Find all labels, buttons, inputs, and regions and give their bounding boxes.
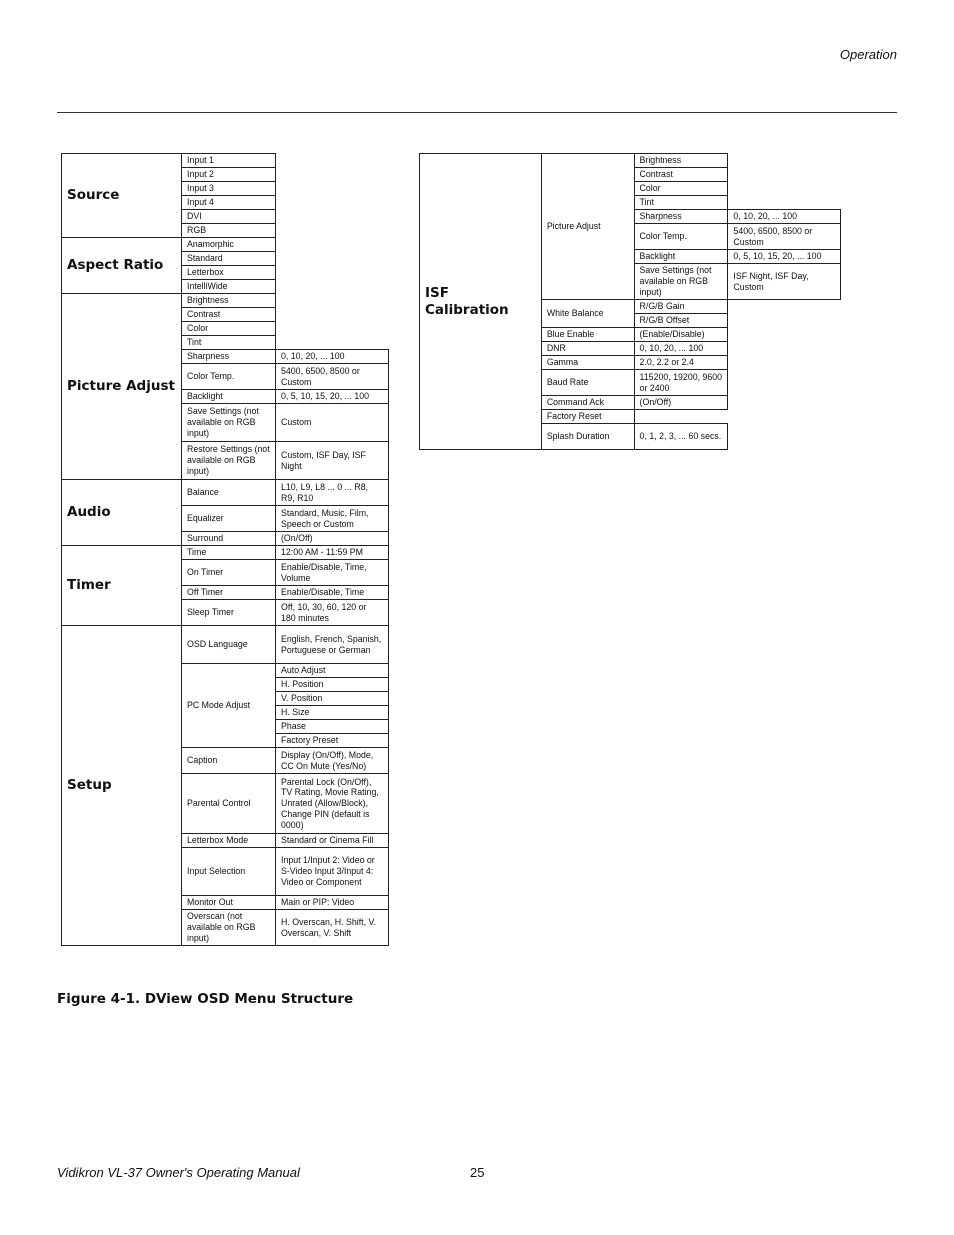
menu-value: ISF Night, ISF Day, Custom	[728, 264, 841, 300]
menu-value: H. Position	[276, 678, 389, 692]
menu-value: 5400, 6500, 8500 or Custom	[276, 364, 389, 390]
category-picture-adjust: Picture Adjust	[62, 294, 182, 480]
menu-item: Color	[634, 182, 728, 196]
category-timer: Timer	[62, 546, 182, 626]
menu-item: Monitor Out	[182, 896, 276, 910]
menu-item: Sleep Timer	[182, 600, 276, 626]
menu-item: Standard	[182, 252, 276, 266]
menu-item: Caption	[182, 748, 276, 774]
menu-item: DNR	[541, 342, 634, 356]
menu-value: Custom	[276, 404, 389, 442]
menu-item: Parental Control	[182, 774, 276, 834]
menu-value: Main or PIP: Video	[276, 896, 389, 910]
menu-item: Color	[182, 322, 276, 336]
menu-value: 0, 5, 10, 15, 20, ... 100	[276, 390, 389, 404]
figure-caption: Figure 4-1. DView OSD Menu Structure	[57, 991, 354, 1007]
menu-item: Input 3	[182, 182, 276, 196]
menu-item: Brightness	[182, 294, 276, 308]
menu-value: 0, 5, 10, 15, 20, ... 100	[728, 250, 841, 264]
osd-menu-table-isf	[419, 153, 841, 450]
category-audio: Audio	[62, 480, 182, 546]
menu-item: Tint	[182, 336, 276, 350]
menu-value: 12:00 AM - 11:59 PM	[276, 546, 389, 560]
menu-value: Standard or Cinema Fill	[276, 834, 389, 848]
page-number: 25	[470, 1165, 485, 1180]
menu-item: OSD Language	[182, 626, 276, 664]
menu-value: (On/Off)	[276, 532, 389, 546]
menu-item: Overscan (not available on RGB input)	[182, 910, 276, 946]
section-title: Operation	[839, 47, 897, 62]
menu-value: 0, 1, 2, 3, ... 60 secs.	[634, 424, 728, 450]
menu-item: Backlight	[182, 390, 276, 404]
menu-value: 115200, 19200, 9600 or 2400	[634, 370, 728, 396]
menu-item: Tint	[634, 196, 728, 210]
menu-value: (On/Off)	[634, 396, 728, 410]
menu-value: Input 1/Input 2: Video or S-Video Input 3/Input 4: Video or Component	[276, 848, 389, 896]
footer-manual-title: Vidikron VL-37 Owner's Operating Manual	[57, 1165, 300, 1180]
menu-value: (Enable/Disable)	[634, 328, 728, 342]
menu-item: Color Temp.	[182, 364, 276, 390]
menu-item: Off Timer	[182, 586, 276, 600]
menu-value: Factory Preset	[276, 734, 389, 748]
menu-item: Blue Enable	[541, 328, 634, 342]
category-isf-calibration: ISF Calibration	[420, 154, 542, 450]
menu-value: L10, L9, L8 ... 0 ... R8, R9, R10	[276, 480, 389, 506]
menu-value: 5400, 6500, 8500 or Custom	[728, 224, 841, 250]
menu-value: Phase	[276, 720, 389, 734]
menu-item: Input 4	[182, 196, 276, 210]
menu-value: Enable/Disable, Time, Volume	[276, 560, 389, 586]
menu-value: R/G/B Gain	[634, 300, 728, 314]
menu-item: Color Temp.	[634, 224, 728, 250]
menu-item: Gamma	[541, 356, 634, 370]
menu-item: On Timer	[182, 560, 276, 586]
menu-value: 0, 10, 20, ... 100	[276, 350, 389, 364]
menu-value: V. Position	[276, 692, 389, 706]
menu-item: Letterbox Mode	[182, 834, 276, 848]
menu-item: Surround	[182, 532, 276, 546]
menu-value: 0, 10, 20, ... 100	[728, 210, 841, 224]
menu-item: Command Ack	[541, 396, 634, 410]
menu-item: Balance	[182, 480, 276, 506]
menu-item: Letterbox	[182, 266, 276, 280]
menu-item: RGB	[182, 224, 276, 238]
menu-item: Save Settings (not available on RGB input)	[634, 264, 728, 300]
menu-value: Auto Adjust	[276, 664, 389, 678]
menu-item: Input Selection	[182, 848, 276, 896]
menu-value: Enable/Disable, Time	[276, 586, 389, 600]
menu-item: Picture Adjust	[541, 154, 634, 300]
menu-value: English, French, Spanish, Portuguese or German	[276, 626, 389, 664]
menu-item: Factory Reset	[541, 410, 634, 424]
category-aspect-ratio: Aspect Ratio	[62, 238, 182, 294]
menu-item: PC Mode Adjust	[182, 664, 276, 748]
menu-item: Anamorphic	[182, 238, 276, 252]
menu-value: R/G/B Offset	[634, 314, 728, 328]
menu-value: H. Overscan, H. Shift, V. Overscan, V. Shift	[276, 910, 389, 946]
menu-item: Brightness	[634, 154, 728, 168]
category-setup: Setup	[62, 626, 182, 946]
menu-item: Contrast	[634, 168, 728, 182]
menu-value: 2.0, 2.2 or 2.4	[634, 356, 728, 370]
menu-value: Standard, Music, Film, Speech or Custom	[276, 506, 389, 532]
menu-value: 0, 10, 20, ... 100	[634, 342, 728, 356]
osd-menu-table-main	[61, 153, 389, 946]
header-rule	[57, 112, 897, 113]
menu-value: Display (On/Off), Mode, CC On Mute (Yes/No)	[276, 748, 389, 774]
menu-item: Restore Settings (not available on RGB input)	[182, 442, 276, 480]
menu-value: Parental Lock (On/Off), TV Rating, Movie Rating, Unrated (Allow/Block), Change PIN (default is 0000)	[276, 774, 389, 834]
menu-item: White Balance	[541, 300, 634, 328]
menu-item: DVI	[182, 210, 276, 224]
menu-item: Baud Rate	[541, 370, 634, 396]
menu-item: Input 1	[182, 154, 276, 168]
menu-item: IntelliWide	[182, 280, 276, 294]
menu-item: Sharpness	[182, 350, 276, 364]
menu-value: Custom, ISF Day, ISF Night	[276, 442, 389, 480]
menu-item: Input 2	[182, 168, 276, 182]
menu-item: Save Settings (not available on RGB input)	[182, 404, 276, 442]
menu-item: Backlight	[634, 250, 728, 264]
category-source: Source	[62, 154, 182, 238]
menu-item: Splash Duration	[541, 424, 634, 450]
menu-value: Off, 10, 30, 60, 120 or 180 minutes	[276, 600, 389, 626]
menu-item: Sharpness	[634, 210, 728, 224]
menu-item: Contrast	[182, 308, 276, 322]
menu-value: H. Size	[276, 706, 389, 720]
menu-item: Equalizer	[182, 506, 276, 532]
menu-item: Time	[182, 546, 276, 560]
